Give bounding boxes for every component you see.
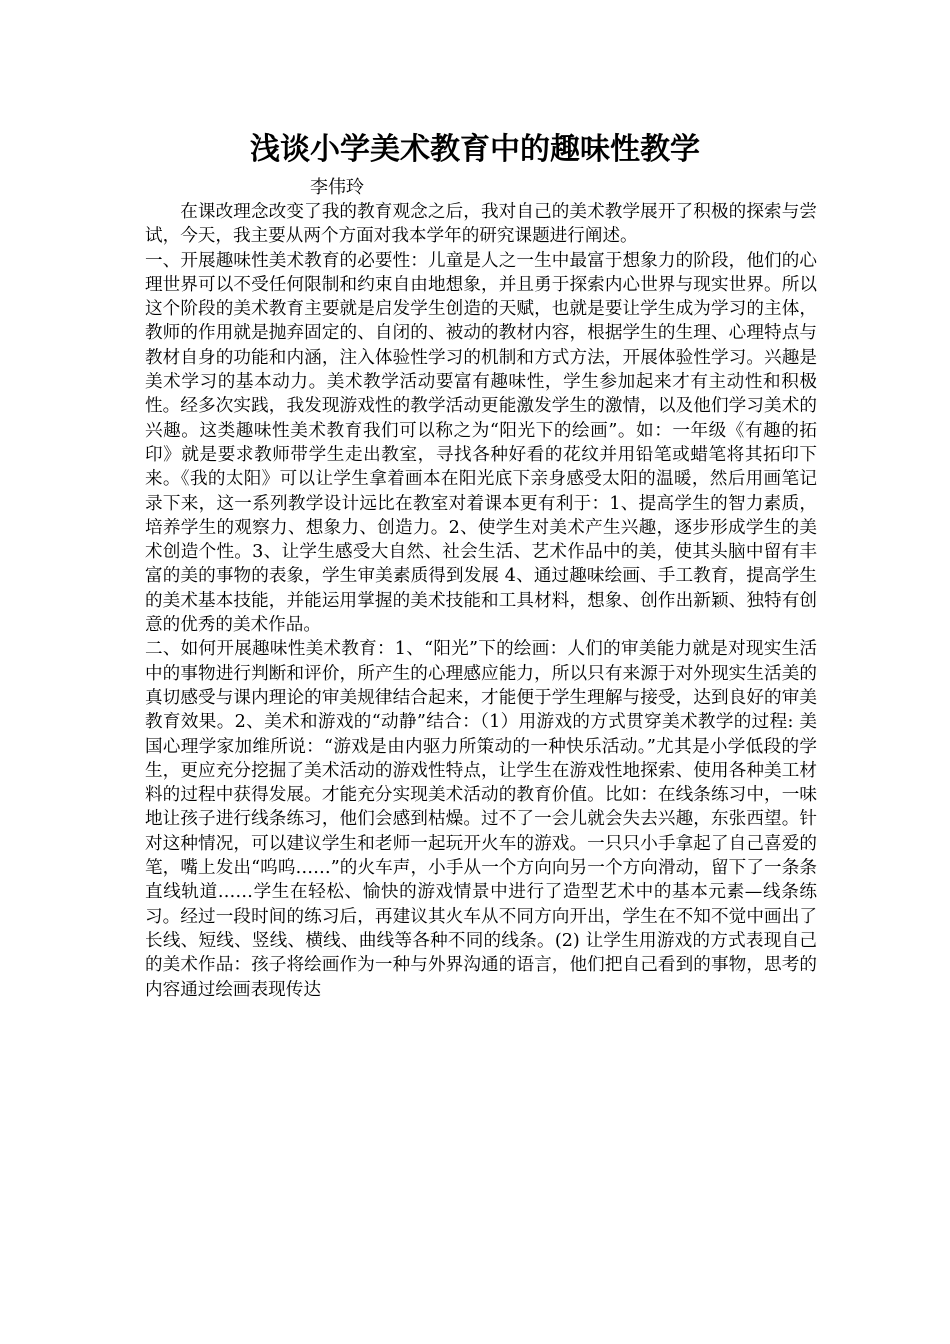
paragraph-section-2: 二、如何开展趣味性美术教育：1、“阳光”下的绘画：人们的审美能力就是对现实生活中的事物进行判断和评价，所产生的心理感应能力，所以只有来源于对外现实生活美的真切感受与课内理论的审美规律结合起来，才能便于学生理解与接受，达到良好的审美教育效果。2、美术和游戏的“动静”结合：（1）用游戏的方式贯穿美术教学的过程: 美国心理学家加维所说：“游戏是由内驱力所策动的一种快乐活动。”尤其是小学低段的学生，更应充分挖掘了美术活动的游戏性特点，让学生在游戏性地探索、使用各种美工材料的过程中获得发展。才能充分实现美术活动的教育价值。比如：在线条练习中，一味地让孩子进行线条练习，他们会感到枯燥。过不了一会儿就会失去兴趣，东张西望。针对这种情况，可以建议学生和老师一起玩开火车的游戏。一只只小手拿起了自己喜爱的笔，嘴上发出“呜呜……”的火车声，小手从一个方向向另一个方向滑动，留下了一条条直线轨道……学生在轻松、愉快的游戏情景中进行了造型艺术中的基本元素—线条练习。经过一段时间的练习后，再建议其火车从不同方向开出，学生在不知不觉中画出了长线、短线、竖线、横线、曲线等各种不同的线条。(2) 让学生用游戏的方式表现自己的美术作品：孩子将绘画作为一种与外界沟通的语言，他们把自己看到的事物，思考的内容通过绘画表现传达 [145,639,817,1000]
paragraph-section-1: 一、开展趣味性美术教育的必要性：儿童是人之一生中最富于想象力的阶段，他们的心理世界可以不受任何限制和约束自由地想象，并且勇于探索内心世界与现实世界。所以这个阶段的美术教育主要就是启发学生创造的天赋，也就是要让学生成为学习的主体，教师的作用就是抛弃固定的、自闭的、被动的教材内容，根据学生的生理、心理特点与教材自身的功能和内涵，注入体验性学习的机制和方式方法，开展体验性学习。兴趣是美术学习的基本动力。美术教学活动要富有趣味性，学生参加起来才有主动性和积极性。经多次实践，我发现游戏性的教学活动更能激发学生的激情，以及他们学习美术的兴趣。这类趣味性美术教育我们可以称之为“阳光下的绘画”。如：一年级《有趣的拓印》就是要求教师带学生走出教室，寻找各种好看的花纹并用铅笔或蜡笔将其拓印下来。《我的太阳》可以让学生拿着画本在阳光底下亲身感受太阳的温暖，然后用画笔记录下来，这一系列教学设计远比在教室对着课本更有利于：1、提高学生的智力素质，培养学生的观察力、想象力、创造力。2、使学生对美术产生兴趣，逐步形成学生的美术创造个性。3、让学生感受大自然、社会生活、艺术作品中的美，使其头脑中留有丰富的美的事物的表象，学生审美素质得到发展 4、通过趣味绘画、手工教育，提高学生的美术基本技能，并能运用掌握的美术技能和工具材料，想象、创作出新颖、独特有创意的优秀的美术作品。 [145,250,817,636]
document-body [145,200,817,1002]
paragraph-intro: 在课改理念改变了我的教育观念之后，我对自己的美术教学展开了积极的探索与尝试，今天，我主要从两个方面对我本学年的研究课题进行阐述。 [145,202,817,247]
document-title: 浅谈小学美术教育中的趣味性教学 [250,132,700,167]
author-name: 李伟玲 [310,177,364,198]
